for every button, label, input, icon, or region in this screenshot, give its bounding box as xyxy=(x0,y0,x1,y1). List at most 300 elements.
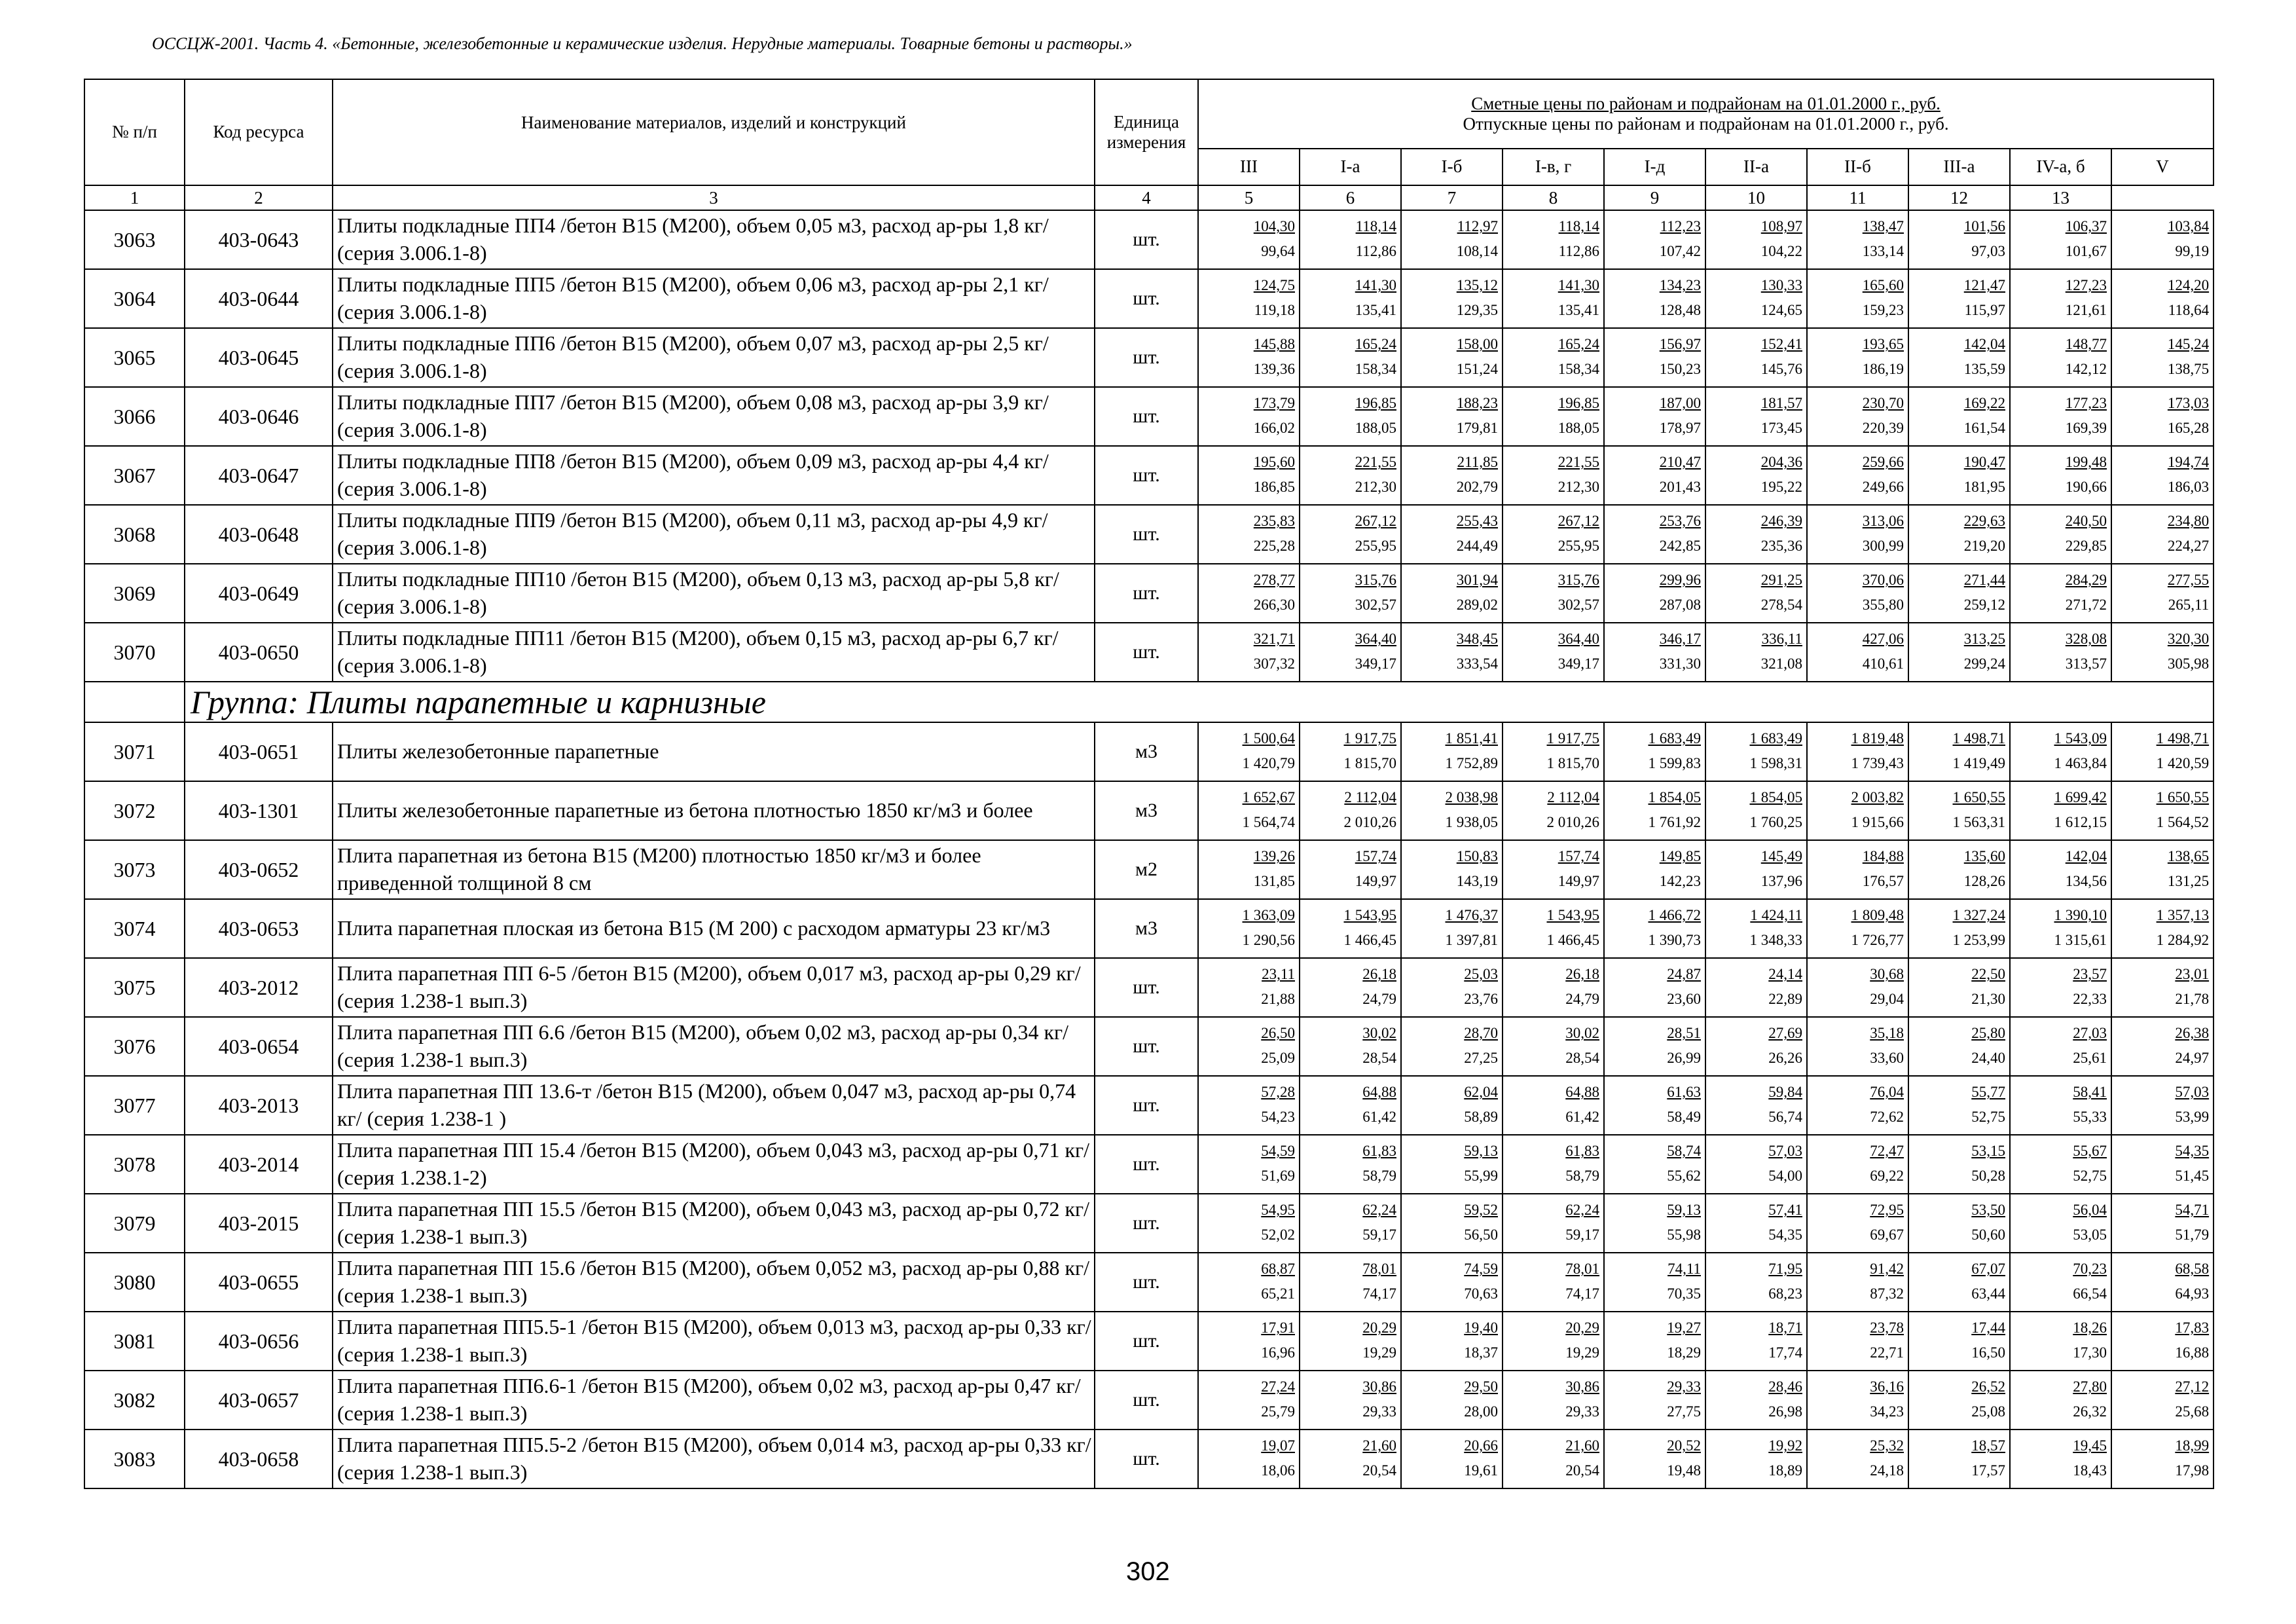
unit-of-measure: шт. xyxy=(1095,1312,1198,1371)
price-cell xyxy=(1300,840,1401,899)
material-name: Плита парапетная плоская из бетона В15 (М 200) с расходом арматуры 23 кг/м3 xyxy=(333,899,1095,958)
header-prices xyxy=(1198,79,2214,149)
price-cell xyxy=(1503,446,1604,505)
price-cell xyxy=(1705,1076,1807,1135)
price-cell xyxy=(1401,899,1503,958)
row-number: 3078 xyxy=(84,1135,185,1194)
region-header: IV-а, б xyxy=(2010,149,2111,185)
unit-of-measure: шт. xyxy=(1095,958,1198,1017)
price-cell xyxy=(1503,1430,1604,1488)
unit-of-measure: шт. xyxy=(1095,505,1198,564)
release-price: 355,80 xyxy=(1862,597,1904,614)
estimate-price: 134,23 xyxy=(1659,277,1701,294)
release-price: 1 253,99 xyxy=(1952,932,2005,949)
release-price: 255,95 xyxy=(1558,538,1599,555)
release-price: 87,32 xyxy=(1870,1285,1904,1302)
prices-title-release: Отпускные цены по районам и подрайонам на 01.01.2000 г., руб. xyxy=(1463,114,1949,134)
estimate-price: 74,11 xyxy=(1667,1261,1701,1278)
resource-code: 403-0643 xyxy=(185,210,333,269)
resource-code: 403-0650 xyxy=(185,623,333,682)
estimate-price: 25,32 xyxy=(1870,1437,1904,1454)
price-cell xyxy=(1604,781,1705,840)
estimate-price: 121,47 xyxy=(1963,277,2005,294)
release-price: 19,61 xyxy=(1464,1462,1498,1479)
price-cell xyxy=(2111,623,2214,682)
estimate-price: 70,23 xyxy=(2073,1261,2107,1278)
price-cell xyxy=(2010,387,2111,446)
estimate-price: 1 854,05 xyxy=(1749,789,1802,806)
release-price: 131,85 xyxy=(1253,873,1295,890)
resource-code: 403-0658 xyxy=(185,1430,333,1488)
row-number: 3065 xyxy=(84,328,185,387)
price-cell xyxy=(1401,387,1503,446)
price-cell xyxy=(1604,1430,1705,1488)
release-price: 56,50 xyxy=(1464,1227,1498,1244)
material-name: Плиты подкладные ПП8 /бетон В15 (М200), объем 0,09 м3, расход ар-ры 4,4 кг/ (серия 3.006.1-8) xyxy=(333,446,1095,505)
estimate-price: 108,97 xyxy=(1760,218,1802,235)
release-price: 169,39 xyxy=(2065,420,2107,437)
release-price: 26,98 xyxy=(1768,1403,1802,1420)
document-header: ОССЦЖ-2001. Часть 4. «Бетонные, железобетонные и керамические изделия. Нерудные материалы. Товарные бетоны и растворы.» xyxy=(152,34,1133,53)
column-index: 12 xyxy=(1908,185,2010,210)
release-price: 1 563,31 xyxy=(1952,814,2005,831)
estimate-price: 18,71 xyxy=(1768,1320,1802,1337)
release-price: 33,60 xyxy=(1870,1050,1904,1067)
price-cell xyxy=(1503,623,1604,682)
column-index: 8 xyxy=(1503,185,1604,210)
price-cell xyxy=(1198,781,1300,840)
price-cell xyxy=(1705,328,1807,387)
release-price: 161,54 xyxy=(1963,420,2005,437)
price-cell xyxy=(1705,1253,1807,1312)
unit-of-measure: шт. xyxy=(1095,1076,1198,1135)
estimate-price: 35,18 xyxy=(1870,1025,1904,1042)
row-number: 3079 xyxy=(84,1194,185,1253)
resource-code: 403-0655 xyxy=(185,1253,333,1312)
estimate-price: 23,01 xyxy=(2175,966,2210,983)
estimate-price: 157,74 xyxy=(1558,848,1599,865)
price-cell xyxy=(1908,1135,2010,1194)
estimate-price: 156,97 xyxy=(1659,336,1701,353)
price-cell xyxy=(1300,1135,1401,1194)
row-number: 3080 xyxy=(84,1253,185,1312)
estimate-price: 68,87 xyxy=(1261,1261,1295,1278)
price-cell xyxy=(2010,210,2111,269)
estimate-price: 229,63 xyxy=(1963,513,2005,530)
estimate-price: 320,30 xyxy=(2167,631,2210,648)
release-price: 104,22 xyxy=(1760,243,1802,260)
estimate-price: 62,24 xyxy=(1362,1202,1396,1219)
release-price: 28,54 xyxy=(1362,1050,1396,1067)
price-cell xyxy=(1300,564,1401,623)
release-price: 18,89 xyxy=(1768,1462,1802,1479)
price-cell xyxy=(1807,1312,1908,1371)
release-price: 1 752,89 xyxy=(1445,755,1498,772)
estimate-price: 196,85 xyxy=(1355,395,1396,412)
release-price: 1 290,56 xyxy=(1242,932,1295,949)
estimate-price: 1 498,71 xyxy=(1952,730,2005,747)
estimate-price: 315,76 xyxy=(1355,572,1396,589)
price-cell xyxy=(1807,446,1908,505)
estimate-price: 20,29 xyxy=(1565,1320,1599,1337)
price-cell xyxy=(1705,505,1807,564)
price-cell xyxy=(2010,722,2111,781)
estimate-price: 124,20 xyxy=(2167,277,2210,294)
price-cell xyxy=(2010,899,2111,958)
unit-of-measure: шт. xyxy=(1095,564,1198,623)
unit-of-measure: шт. xyxy=(1095,1430,1198,1488)
release-price: 249,66 xyxy=(1862,479,1904,496)
estimate-price: 26,18 xyxy=(1362,966,1396,983)
price-cell xyxy=(1401,1371,1503,1430)
price-cell xyxy=(2111,1430,2214,1488)
release-price: 26,99 xyxy=(1667,1050,1701,1067)
estimate-price: 91,42 xyxy=(1870,1261,1904,1278)
estimate-price: 267,12 xyxy=(1355,513,1396,530)
resource-code: 403-2014 xyxy=(185,1135,333,1194)
price-cell xyxy=(1300,1017,1401,1076)
price-cell xyxy=(1503,1017,1604,1076)
table-row xyxy=(84,1430,2214,1488)
release-price: 178,97 xyxy=(1659,420,1701,437)
release-price: 21,88 xyxy=(1261,991,1295,1008)
release-price: 129,35 xyxy=(1456,302,1498,319)
release-price: 302,57 xyxy=(1558,597,1599,614)
release-price: 1 564,52 xyxy=(2156,814,2210,831)
price-cell xyxy=(1401,446,1503,505)
table-row xyxy=(84,1253,2214,1312)
price-cell xyxy=(2111,722,2214,781)
estimate-price: 26,18 xyxy=(1565,966,1599,983)
price-cell xyxy=(2010,840,2111,899)
estimate-price: 234,80 xyxy=(2167,513,2210,530)
release-price: 349,17 xyxy=(1355,655,1396,673)
price-cell xyxy=(1908,1430,2010,1488)
estimate-price: 78,01 xyxy=(1565,1261,1599,1278)
estimate-price: 25,80 xyxy=(1971,1025,2005,1042)
row-number: 3067 xyxy=(84,446,185,505)
release-price: 19,29 xyxy=(1565,1344,1599,1361)
release-price: 151,24 xyxy=(1456,361,1498,378)
estimate-price: 267,12 xyxy=(1558,513,1599,530)
price-cell xyxy=(1300,623,1401,682)
column-index: 7 xyxy=(1401,185,1503,210)
price-cell xyxy=(1198,564,1300,623)
release-price: 181,95 xyxy=(1963,479,2005,496)
unit-of-measure: м3 xyxy=(1095,722,1198,781)
header-code: Код ресурса xyxy=(185,79,333,185)
estimate-price: 193,65 xyxy=(1862,336,1904,353)
unit-of-measure: м3 xyxy=(1095,899,1198,958)
price-cell xyxy=(1401,781,1503,840)
price-cell xyxy=(1807,210,1908,269)
estimate-price: 19,40 xyxy=(1464,1320,1498,1337)
price-cell xyxy=(1705,899,1807,958)
price-cell xyxy=(1604,1312,1705,1371)
price-cell xyxy=(1908,722,2010,781)
release-price: 138,75 xyxy=(2167,361,2210,378)
estimate-price: 187,00 xyxy=(1659,395,1701,412)
estimate-price: 158,00 xyxy=(1456,336,1498,353)
unit-of-measure: м2 xyxy=(1095,840,1198,899)
price-cell xyxy=(1401,840,1503,899)
estimate-price: 1 543,95 xyxy=(1546,907,1599,924)
estimate-price: 54,71 xyxy=(2175,1202,2210,1219)
estimate-price: 138,47 xyxy=(1862,218,1904,235)
price-cell xyxy=(1705,722,1807,781)
price-cell xyxy=(1198,328,1300,387)
estimate-price: 184,88 xyxy=(1862,848,1904,865)
price-cell xyxy=(2010,1194,2111,1253)
estimate-price: 195,60 xyxy=(1253,454,1295,471)
release-price: 128,26 xyxy=(1963,873,2005,890)
price-cell xyxy=(1604,899,1705,958)
release-price: 34,23 xyxy=(1870,1403,1904,1420)
estimate-price: 301,94 xyxy=(1456,572,1498,589)
release-price: 224,27 xyxy=(2167,538,2210,555)
price-cell xyxy=(1807,505,1908,564)
release-price: 26,32 xyxy=(2073,1403,2107,1420)
release-price: 63,44 xyxy=(1971,1285,2005,1302)
release-price: 219,20 xyxy=(1963,538,2005,555)
price-cell xyxy=(1198,1430,1300,1488)
estimate-price: 62,24 xyxy=(1565,1202,1599,1219)
price-cell xyxy=(1908,1017,2010,1076)
region-header: I-в, г xyxy=(1503,149,1604,185)
price-cell xyxy=(1503,958,1604,1017)
estimate-price: 1 327,24 xyxy=(1952,907,2005,924)
estimate-price: 57,41 xyxy=(1768,1202,1802,1219)
price-cell xyxy=(1401,1076,1503,1135)
release-price: 229,85 xyxy=(2065,538,2107,555)
release-price: 190,66 xyxy=(2065,479,2107,496)
estimate-price: 20,52 xyxy=(1667,1437,1701,1454)
price-cell xyxy=(1908,328,2010,387)
price-cell xyxy=(1908,269,2010,328)
estimate-price: 145,88 xyxy=(1253,336,1295,353)
release-price: 410,61 xyxy=(1862,655,1904,673)
release-price: 59,17 xyxy=(1362,1227,1396,1244)
release-price: 18,37 xyxy=(1464,1344,1498,1361)
table-row xyxy=(84,1312,2214,1371)
resource-code: 403-0648 xyxy=(185,505,333,564)
release-price: 20,54 xyxy=(1362,1462,1396,1479)
price-cell xyxy=(1198,1076,1300,1135)
price-cell xyxy=(1807,1135,1908,1194)
estimate-price: 59,13 xyxy=(1464,1143,1498,1160)
price-cell xyxy=(2111,1194,2214,1253)
price-cell xyxy=(1401,1312,1503,1371)
release-price: 195,22 xyxy=(1760,479,1802,496)
region-header: III-а xyxy=(1908,149,2010,185)
estimate-price: 148,77 xyxy=(2065,336,2107,353)
estimate-price: 74,59 xyxy=(1464,1261,1498,1278)
release-price: 179,81 xyxy=(1456,420,1498,437)
price-cell xyxy=(1705,1194,1807,1253)
price-cell xyxy=(1503,269,1604,328)
table-row xyxy=(84,899,2214,958)
release-price: 58,49 xyxy=(1667,1109,1701,1126)
estimate-price: 194,74 xyxy=(2167,454,2210,471)
row-number: 3071 xyxy=(84,722,185,781)
release-price: 17,57 xyxy=(1971,1462,2005,1479)
price-cell xyxy=(1300,722,1401,781)
release-price: 212,30 xyxy=(1558,479,1599,496)
release-price: 121,61 xyxy=(2065,302,2107,319)
price-cell xyxy=(2111,446,2214,505)
estimate-price: 364,40 xyxy=(1355,631,1396,648)
release-price: 1 419,49 xyxy=(1952,755,2005,772)
unit-of-measure: шт. xyxy=(1095,623,1198,682)
unit-of-measure: м3 xyxy=(1095,781,1198,840)
estimate-price: 2 038,98 xyxy=(1445,789,1498,806)
release-price: 119,18 xyxy=(1254,302,1295,319)
group-title: Группа: Плиты парапетные и карнизные xyxy=(185,682,2214,722)
price-cell xyxy=(1908,623,2010,682)
price-cell xyxy=(1503,1371,1604,1430)
release-price: 188,05 xyxy=(1355,420,1396,437)
release-price: 24,18 xyxy=(1870,1462,1904,1479)
table-row xyxy=(84,722,2214,781)
price-cell xyxy=(2111,1135,2214,1194)
estimate-price: 139,26 xyxy=(1253,848,1295,865)
price-cell xyxy=(1604,1076,1705,1135)
unit-of-measure: шт. xyxy=(1095,1017,1198,1076)
estimate-price: 240,50 xyxy=(2065,513,2107,530)
estimate-price: 18,57 xyxy=(1971,1437,2005,1454)
estimate-price: 54,95 xyxy=(1261,1202,1295,1219)
release-price: 1 397,81 xyxy=(1445,932,1498,949)
price-cell xyxy=(2010,269,2111,328)
estimate-price: 284,29 xyxy=(2065,572,2107,589)
price-cell xyxy=(2010,1253,2111,1312)
estimate-price: 18,99 xyxy=(2175,1437,2210,1454)
prices-title-estimate: Сметные цены по районам и подрайонам на 01.01.2000 г., руб. xyxy=(1471,93,1941,113)
estimate-price: 165,24 xyxy=(1355,336,1396,353)
price-cell xyxy=(1300,387,1401,446)
release-price: 331,30 xyxy=(1659,655,1701,673)
price-cell xyxy=(1705,840,1807,899)
estimate-price: 58,74 xyxy=(1667,1143,1701,1160)
price-cell xyxy=(2111,840,2214,899)
price-cell xyxy=(1807,1253,1908,1312)
release-price: 22,89 xyxy=(1768,991,1802,1008)
release-price: 112,86 xyxy=(1355,243,1396,260)
release-price: 61,42 xyxy=(1362,1109,1396,1126)
row-number: 3063 xyxy=(84,210,185,269)
estimate-price: 59,13 xyxy=(1667,1202,1701,1219)
release-price: 149,97 xyxy=(1355,873,1396,890)
table-row xyxy=(84,505,2214,564)
estimate-price: 141,30 xyxy=(1558,277,1599,294)
price-cell xyxy=(1300,958,1401,1017)
estimate-price: 53,15 xyxy=(1971,1143,2005,1160)
estimate-price: 24,87 xyxy=(1667,966,1701,983)
estimate-price: 21,60 xyxy=(1565,1437,1599,1454)
estimate-price: 427,06 xyxy=(1862,631,1904,648)
release-price: 118,64 xyxy=(2168,302,2210,319)
estimate-price: 135,60 xyxy=(1963,848,2005,865)
release-price: 17,30 xyxy=(2073,1344,2107,1361)
release-price: 139,36 xyxy=(1253,361,1295,378)
price-cell xyxy=(1401,328,1503,387)
material-name: Плиты железобетонные парапетные из бетона плотностью 1850 кг/м3 и более xyxy=(333,781,1095,840)
price-cell xyxy=(1908,564,2010,623)
price-cell xyxy=(2010,958,2111,1017)
group-spacer xyxy=(84,682,185,722)
price-cell xyxy=(1604,328,1705,387)
release-price: 16,88 xyxy=(2175,1344,2210,1361)
price-cell xyxy=(1300,1312,1401,1371)
unit-of-measure: шт. xyxy=(1095,328,1198,387)
price-cell xyxy=(1198,1371,1300,1430)
release-price: 18,06 xyxy=(1261,1462,1295,1479)
price-cell xyxy=(1300,505,1401,564)
price-cell xyxy=(1807,958,1908,1017)
price-cell xyxy=(1300,210,1401,269)
release-price: 27,25 xyxy=(1464,1050,1498,1067)
estimate-price: 55,67 xyxy=(2073,1143,2107,1160)
release-price: 58,89 xyxy=(1464,1109,1498,1126)
estimate-price: 57,03 xyxy=(2175,1084,2210,1101)
estimate-price: 204,36 xyxy=(1760,454,1802,471)
row-number: 3076 xyxy=(84,1017,185,1076)
price-cell xyxy=(1807,1371,1908,1430)
release-price: 135,41 xyxy=(1558,302,1599,319)
price-cell xyxy=(1198,1017,1300,1076)
estimate-price: 71,95 xyxy=(1768,1261,1802,1278)
table-row xyxy=(84,564,2214,623)
estimate-price: 61,83 xyxy=(1362,1143,1396,1160)
unit-of-measure: шт. xyxy=(1095,1253,1198,1312)
estimate-price: 1 476,37 xyxy=(1445,907,1498,924)
release-price: 24,79 xyxy=(1362,991,1396,1008)
price-cell xyxy=(1503,781,1604,840)
release-price: 59,17 xyxy=(1565,1227,1599,1244)
release-price: 255,95 xyxy=(1355,538,1396,555)
estimate-price: 27,69 xyxy=(1768,1025,1802,1042)
estimate-price: 26,38 xyxy=(2175,1025,2210,1042)
price-cell xyxy=(2111,505,2214,564)
release-price: 131,25 xyxy=(2167,873,2210,890)
table-row xyxy=(84,269,2214,328)
estimate-price: 106,37 xyxy=(2065,218,2107,235)
release-price: 1 466,45 xyxy=(1546,932,1599,949)
estimate-price: 127,23 xyxy=(2065,277,2107,294)
release-price: 1 938,05 xyxy=(1445,814,1498,831)
price-cell xyxy=(1401,269,1503,328)
price-cell xyxy=(1908,387,2010,446)
table-row xyxy=(84,446,2214,505)
release-price: 1 915,66 xyxy=(1851,814,1904,831)
estimate-price: 118,14 xyxy=(1355,218,1396,235)
price-cell xyxy=(1198,1194,1300,1253)
estimate-price: 130,33 xyxy=(1760,277,1802,294)
price-cell xyxy=(1705,1430,1807,1488)
estimate-price: 321,71 xyxy=(1253,631,1295,648)
release-price: 135,59 xyxy=(1963,361,2005,378)
estimate-price: 29,33 xyxy=(1667,1378,1701,1395)
estimate-price: 23,57 xyxy=(2073,966,2107,983)
estimate-price: 157,74 xyxy=(1355,848,1396,865)
material-name: Плиты подкладные ПП6 /бетон В15 (М200), объем 0,07 м3, расход ар-ры 2,5 кг/ (серия 3.006.1-8) xyxy=(333,328,1095,387)
estimate-price: 1 363,09 xyxy=(1242,907,1295,924)
price-cell xyxy=(1300,328,1401,387)
price-cell xyxy=(1705,446,1807,505)
price-cell xyxy=(1300,1371,1401,1430)
release-price: 128,48 xyxy=(1659,302,1701,319)
price-cell xyxy=(1807,1430,1908,1488)
